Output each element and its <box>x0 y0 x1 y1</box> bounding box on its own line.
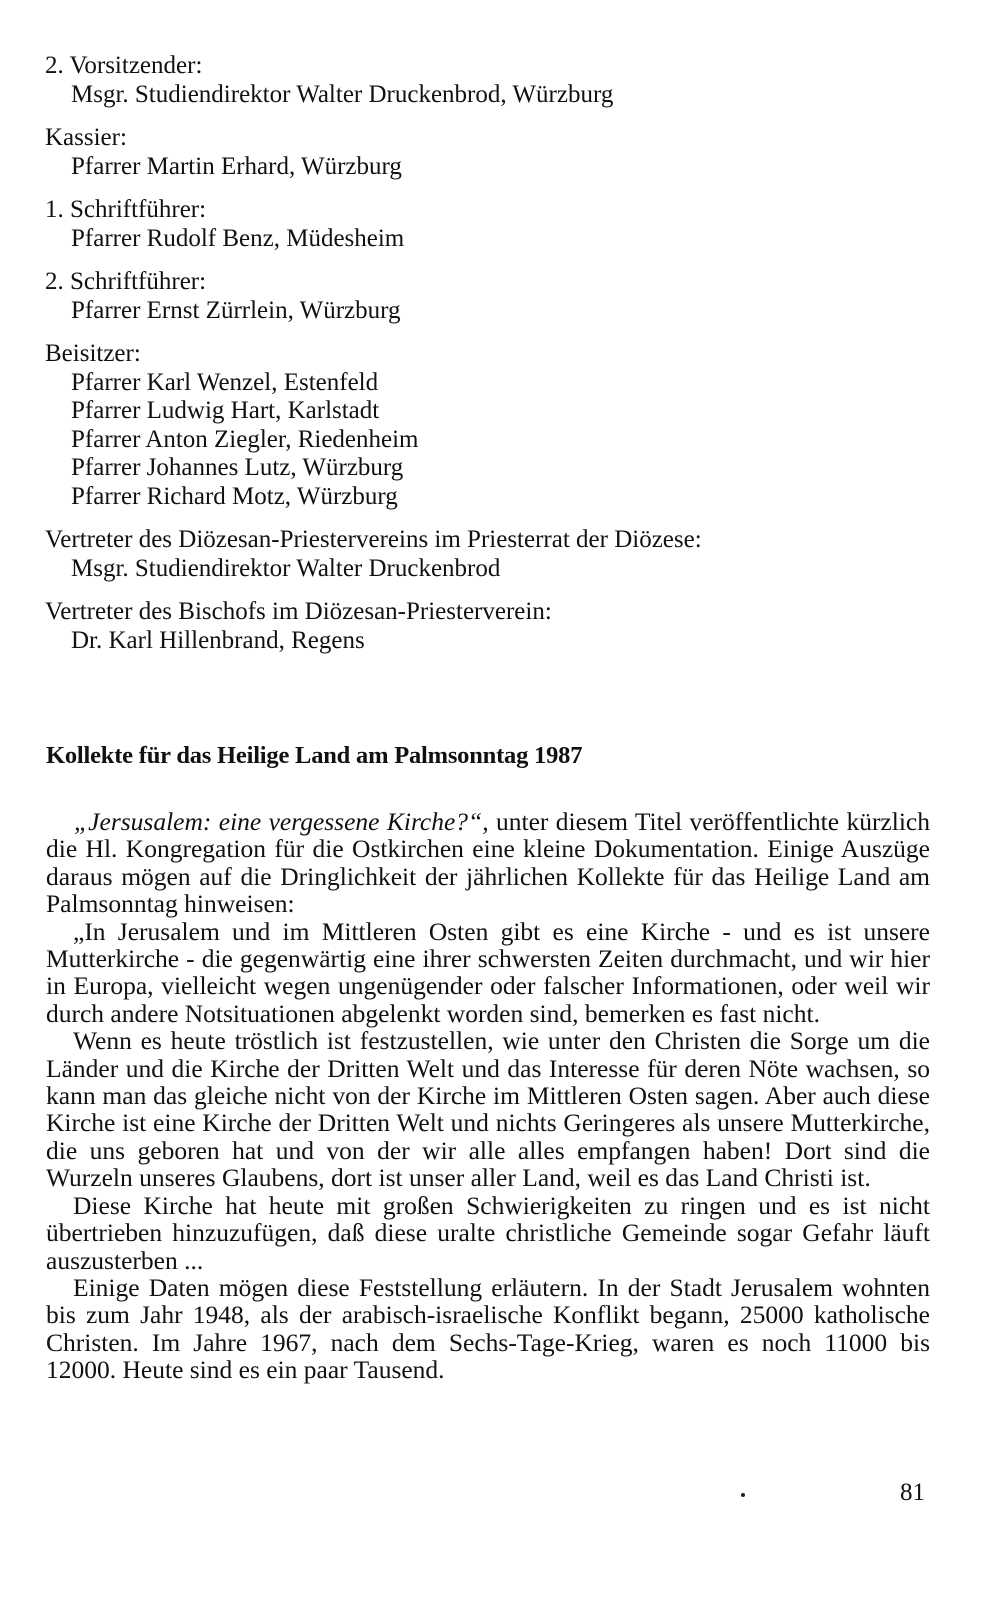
roster-entry <box>45 526 945 583</box>
roster-role: 1. Schriftführer: <box>45 196 207 223</box>
article-heading: Kollekte für das Heilige Land am Palmsonntag 1987 <box>46 742 583 769</box>
lead-title: „Jersusalem: eine vergessene Kirche?“, <box>74 807 489 836</box>
roster-person: Msgr. Studiendirektor Walter Druckenbrod, Würzburg <box>71 80 614 108</box>
article-lead-paragraph <box>46 808 930 918</box>
article-paragraph: Wenn es heute tröstlich ist festzustellen, wie unter den Christen die Sorge um die Länder und die Kirche der Dritten Welt und das Interesse für deren Nöte wachsen, so kann man das gleiche nicht von der Kirche im Mittleren Osten sagen. Aber auch diese Kirche ist eine Kirche der Dritten Welt und nichts Geringeres als unsere Mutterkirche, die uns geboren hat und von der wir alle alles empfangen haben! Dort sind die Wurzeln unseres Glaubens, dort ist unser aller Land, weil es das Land Christi ist. <box>46 1026 930 1193</box>
stray-dot <box>741 1493 745 1497</box>
roster-entry <box>45 52 945 109</box>
roster-person: Pfarrer Martin Erhard, Würzburg <box>71 152 402 180</box>
lead-text: unter diesem Titel veröffentlichte kürzlich die Hl. Kongregation für die Ostkirchen eine kleine Dokumentation. Einige Auszüge daraus mögen auf die Dringlichkeit der jährlichen Kollekte für das Heilige Land am Palmsonntag hinweisen: <box>46 807 930 919</box>
roster-person: Msgr. Studiendirektor Walter Druckenbrod <box>71 554 501 582</box>
article <box>46 742 930 1384</box>
roster-person: Pfarrer Ernst Zürrlein, Würzburg <box>71 296 401 324</box>
roster-role: Kassier: <box>45 124 127 151</box>
board-roster <box>45 52 945 670</box>
article-paragraph: Einige Daten mögen diese Feststellung erläutern. In der Stadt Jerusalem wohnten bis zum Jahr 1948, als der arabisch-israelische Konflikt begann, 25000 katholische Christen. Im Jahre 1967, nach dem Sechs-Tage-Krieg, waren es noch 11000 bis 12000. Heute sind es ein paar Tausend. <box>46 1272 930 1385</box>
roster-role: Beisitzer: <box>45 340 141 367</box>
article-paragraph: Diese Kirche hat heute mit großen Schwierigkeiten zu ringen und es ist nicht übertrieben hinzuzufügen, daß diese uralte christliche Gemeinde sogar Gefahr läuft auszusterben ... <box>46 1190 930 1275</box>
roster-person: Pfarrer Richard Motz, Würzburg <box>71 482 398 510</box>
roster-person: Pfarrer Johannes Lutz, Würzburg <box>71 454 404 481</box>
roster-person: Pfarrer Rudolf Benz, Müdesheim <box>71 224 405 252</box>
roster-person: Pfarrer Ludwig Hart, Karlstadt <box>71 397 380 424</box>
roster-person: Pfarrer Karl Wenzel, Estenfeld <box>71 368 379 396</box>
roster-role: Vertreter des Bischofs im Diözesan-Priesterverein: <box>45 598 552 625</box>
page-number: 81 <box>900 1479 925 1506</box>
roster-entry <box>45 268 945 325</box>
roster-role: Vertreter des Diözesan-Priestervereins im Priesterrat der Diözese: <box>45 526 702 553</box>
article-body <box>46 918 930 1384</box>
roster-person: Dr. Karl Hillenbrand, Regens <box>71 626 365 654</box>
article-paragraph: „In Jerusalem und im Mittleren Osten gibt es eine Kirche - und es ist unsere Mutterkirche - die gegenwärtig eine ihrer schwersten Zeiten durchmacht, und wir hier in Europa, vielleicht wegen ungenügender oder falscher Informationen, oder weil wir durch andere Notsituationen abgelenkt worden sind, bemerken es fast nicht. <box>46 916 930 1028</box>
roster-entry <box>45 598 945 655</box>
roster-entry <box>45 196 945 253</box>
roster-person: Pfarrer Anton Ziegler, Riedenheim <box>71 425 419 453</box>
roster-role: 2. Vorsitzender: <box>45 52 203 79</box>
roster-entry <box>45 124 945 181</box>
roster-role: 2. Schriftführer: <box>45 268 207 295</box>
roster-entry <box>45 340 945 511</box>
